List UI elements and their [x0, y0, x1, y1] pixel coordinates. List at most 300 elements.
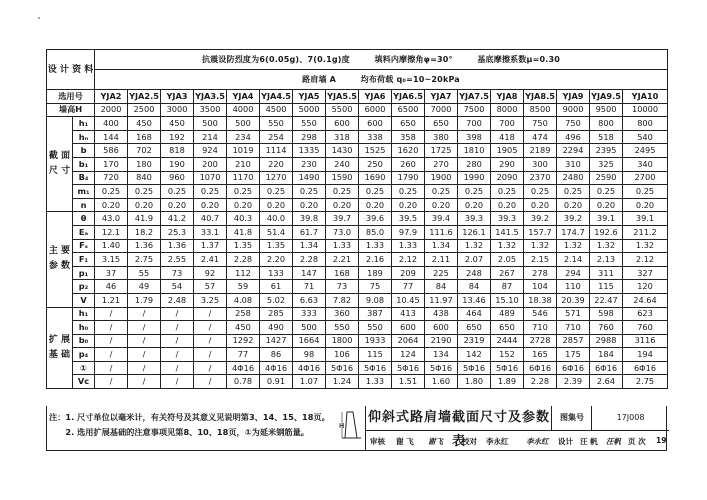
table-cell: 2444	[491, 334, 524, 348]
table-cell: 1525	[359, 144, 392, 158]
table-cell: 190	[161, 157, 194, 171]
table-cell: 61.7	[293, 225, 326, 239]
table-cell: /	[128, 334, 161, 348]
table-cell: 7000	[425, 103, 458, 117]
table-cell: 924	[194, 144, 227, 158]
table-cell: /	[95, 375, 128, 389]
table-cell: /	[128, 361, 161, 375]
table-cell: 294	[557, 266, 590, 280]
table-cell: 387	[359, 307, 392, 321]
table-cell: /	[95, 307, 128, 321]
table-row	[47, 144, 668, 158]
row-label: p₂	[73, 280, 95, 294]
table-cell: 450	[128, 117, 161, 131]
table-cell: 192	[161, 130, 194, 144]
table-cell: /	[161, 334, 194, 348]
table-cell: 55	[128, 266, 161, 280]
table-row	[47, 321, 668, 335]
table-cell: 0.20	[491, 198, 524, 212]
table-cell: 818	[161, 144, 194, 158]
table-cell: 2495	[623, 144, 668, 158]
table-cell: 500	[293, 321, 326, 335]
table-cell: 2480	[557, 171, 590, 185]
table-cell: 2395	[590, 144, 623, 158]
table-cell: 270	[425, 157, 458, 171]
table-cell: 2.75	[128, 253, 161, 267]
table-cell: 39.3	[491, 212, 524, 226]
table-cell: 1.33	[359, 239, 392, 253]
atlas-number: 17J008	[591, 406, 669, 430]
table-cell: 550	[293, 117, 326, 131]
table-cell: 57	[194, 280, 227, 294]
table-cell: 2090	[491, 171, 524, 185]
row-label: Fₛ	[73, 239, 95, 253]
table-cell: 189	[359, 266, 392, 280]
table-cell: 0.20	[293, 198, 326, 212]
table-cell: 0.25	[293, 185, 326, 199]
table-cell: 2728	[524, 334, 557, 348]
row-label: b	[73, 144, 95, 158]
table-cell: 5.02	[260, 293, 293, 307]
table-cell: 2.41	[194, 253, 227, 267]
table-cell: 2.15	[524, 253, 557, 267]
notes	[49, 410, 335, 440]
table-cell: 120	[623, 280, 668, 294]
table-cell: 2.55	[161, 253, 194, 267]
table-cell: 115	[359, 348, 392, 362]
table-cell: 5Φ16	[392, 361, 425, 375]
section-label: 扩 展 基 础	[47, 307, 73, 389]
table-cell: 518	[590, 130, 623, 144]
svg-text:H: H	[339, 422, 345, 430]
page-label: 页 次	[628, 437, 646, 446]
table-cell: 702	[128, 144, 161, 158]
table-cell: /	[95, 321, 128, 335]
table-cell: /	[95, 348, 128, 362]
table-cell: 1.36	[161, 239, 194, 253]
table-cell: 400	[95, 117, 128, 131]
table-cell: 174.7	[557, 225, 590, 239]
table-cell: 650	[425, 117, 458, 131]
table-cell: /	[194, 348, 227, 362]
table-cell: 310	[557, 157, 590, 171]
table-cell: 380	[425, 130, 458, 144]
reviewer-signature: 谢飞	[428, 437, 443, 446]
table-cell: 41.9	[128, 212, 161, 226]
table-cell: 126.1	[458, 225, 491, 239]
table-cell: 43.0	[95, 212, 128, 226]
table-cell: 0.78	[227, 375, 260, 389]
table-cell: 340	[623, 157, 668, 171]
column-header: YJA5.5	[326, 90, 359, 104]
table-cell: 1.35	[260, 239, 293, 253]
table-cell: 40.3	[227, 212, 260, 226]
column-header-row	[47, 90, 668, 104]
section-label: 主 要 参 数	[47, 212, 73, 307]
table-cell: 39.4	[425, 212, 458, 226]
table-cell: 2700	[623, 171, 668, 185]
table-row	[47, 171, 668, 185]
table-cell: 12.1	[95, 225, 128, 239]
table-cell: 0.25	[128, 185, 161, 199]
table-cell: 0.25	[425, 185, 458, 199]
table-cell: 700	[491, 117, 524, 131]
table-cell: 40.0	[260, 212, 293, 226]
table-cell: 2064	[392, 334, 425, 348]
table-cell: 165	[524, 348, 557, 362]
table-cell: 600	[359, 117, 392, 131]
table-cell: 86	[260, 348, 293, 362]
table-cell: 40.7	[194, 212, 227, 226]
table-cell: 0.20	[623, 198, 668, 212]
table-cell: 0.25	[227, 185, 260, 199]
table-cell: 168	[326, 266, 359, 280]
table-cell: 184	[590, 348, 623, 362]
table-cell: 600	[326, 117, 359, 131]
review-label: 审核	[370, 437, 385, 446]
table-cell: 98	[293, 348, 326, 362]
table-cell: 6Φ16	[590, 361, 623, 375]
table-cell: 170	[95, 157, 128, 171]
table-cell: 598	[590, 307, 623, 321]
table-row	[47, 117, 668, 131]
table-cell: 1.80	[458, 375, 491, 389]
table-cell: 2.16	[359, 253, 392, 267]
table-cell: 20.39	[557, 293, 590, 307]
footer-block	[46, 406, 667, 451]
table-cell: 1335	[293, 144, 326, 158]
row-label: p₄	[73, 348, 95, 362]
table-cell: 0.20	[260, 198, 293, 212]
row-label: θ	[73, 212, 95, 226]
table-row	[47, 225, 668, 239]
table-cell: 39.2	[557, 212, 590, 226]
table-cell: 1.79	[128, 293, 161, 307]
column-header: YJA6.5	[392, 90, 425, 104]
table-cell: 398	[458, 130, 491, 144]
table-cell: 550	[326, 321, 359, 335]
table-cell: 1.34	[293, 239, 326, 253]
table-cell: 3500	[194, 103, 227, 117]
table-cell: 1810	[458, 144, 491, 158]
row-label: F₁	[73, 253, 95, 267]
note-2: 2. 选用扩展基础的注意事项见第8、10、18页，①为延米钢筋量。	[49, 427, 309, 437]
table-cell: 0.25	[194, 185, 227, 199]
column-header: YJA2.5	[128, 90, 161, 104]
table-cell: 87	[491, 280, 524, 294]
table-cell: 2.21	[326, 253, 359, 267]
signature-row	[365, 430, 669, 451]
table-cell: 2500	[128, 103, 161, 117]
row-label: Vc	[73, 375, 95, 389]
checker-name: 李永红	[486, 437, 509, 446]
atlas-number-label: 图集号	[551, 406, 592, 430]
table-cell: 15.10	[491, 293, 524, 307]
column-header: YJA9.5	[590, 90, 623, 104]
table-cell: 2988	[590, 334, 623, 348]
wall-section-diagram	[339, 408, 365, 448]
table-cell: 1.40	[95, 239, 128, 253]
table-cell: 600	[392, 321, 425, 335]
table-cell: 3.15	[95, 253, 128, 267]
table-cell: 800	[590, 117, 623, 131]
table-cell: 1114	[260, 144, 293, 158]
table-cell: 0.20	[392, 198, 425, 212]
table-cell: 1292	[227, 334, 260, 348]
table-cell: 1620	[392, 144, 425, 158]
table-cell: 97.9	[392, 225, 425, 239]
table-cell: 1.36	[128, 239, 161, 253]
table-cell: 1933	[359, 334, 392, 348]
table-cell: 1070	[194, 171, 227, 185]
table-cell: 1990	[458, 171, 491, 185]
table-cell: 650	[458, 321, 491, 335]
column-header: YJA5	[293, 90, 326, 104]
table-cell: 338	[359, 130, 392, 144]
table-cell: 209	[392, 266, 425, 280]
table-cell: 2857	[557, 334, 590, 348]
table-cell: 1.32	[458, 239, 491, 253]
table-cell: 2.07	[458, 253, 491, 267]
table-cell: 1.07	[293, 375, 326, 389]
table-cell: 0.25	[458, 185, 491, 199]
table-row	[47, 266, 668, 280]
section-label: 截 面 尺 寸	[47, 117, 73, 212]
table-cell: 210	[227, 157, 260, 171]
table-cell: /	[95, 361, 128, 375]
table-cell: 2590	[590, 171, 623, 185]
table-cell: 6Φ16	[524, 361, 557, 375]
table-cell: 3000	[161, 103, 194, 117]
wall-height-label: 墙高H	[47, 103, 95, 117]
table-cell: 2370	[524, 171, 557, 185]
table-cell: 6Φ16	[557, 361, 590, 375]
table-cell: 39.1	[590, 212, 623, 226]
table-cell: 750	[524, 117, 557, 131]
table-cell: 49	[128, 280, 161, 294]
column-header: YJA7.5	[458, 90, 491, 104]
table-cell: 280	[458, 157, 491, 171]
table-cell: 5Φ16	[491, 361, 524, 375]
table-cell: 54	[161, 280, 194, 294]
table-cell: 2.13	[590, 253, 623, 267]
table-cell: 248	[458, 266, 491, 280]
table-cell: 290	[491, 157, 524, 171]
reviewer-name: 谢 飞	[396, 437, 414, 446]
table-cell: 84	[425, 280, 458, 294]
table-cell: 157.7	[524, 225, 557, 239]
table-cell: 2.28	[293, 253, 326, 267]
row-label: hₙ	[73, 130, 95, 144]
table-cell: 39.1	[623, 212, 668, 226]
table-cell: 258	[227, 307, 260, 321]
table-cell: 9.08	[359, 293, 392, 307]
column-header: YJA8.5	[524, 90, 557, 104]
table-cell: 61	[260, 280, 293, 294]
table-cell: 260	[392, 157, 425, 171]
table-row	[47, 348, 668, 362]
table-cell: 104	[524, 280, 557, 294]
table-cell: 39.6	[359, 212, 392, 226]
column-header: YJA4	[227, 90, 260, 104]
wall-height-row	[47, 103, 668, 117]
table-cell: 438	[425, 307, 458, 321]
table-cell: 147	[293, 266, 326, 280]
table-cell: 254	[260, 130, 293, 144]
table-cell: 0.25	[392, 185, 425, 199]
table-cell: 211.2	[623, 225, 668, 239]
table-cell: 1.37	[194, 239, 227, 253]
table-cell: 2319	[458, 334, 491, 348]
table-cell: 586	[95, 144, 128, 158]
table-cell: /	[161, 321, 194, 335]
table-cell: 1690	[359, 171, 392, 185]
table-cell: 600	[425, 321, 458, 335]
table-cell: 0.25	[557, 185, 590, 199]
table-cell: 144	[95, 130, 128, 144]
table-cell: 1590	[326, 171, 359, 185]
table-cell: 18.2	[128, 225, 161, 239]
column-header: YJA3	[161, 90, 194, 104]
table-cell: 0.20	[359, 198, 392, 212]
table-cell: /	[128, 375, 161, 389]
table-cell: 73.0	[326, 225, 359, 239]
table-cell: 7.82	[326, 293, 359, 307]
table-cell: 1.32	[491, 239, 524, 253]
row-label: V	[73, 293, 95, 307]
table-cell: 112	[227, 266, 260, 280]
table-cell: 8000	[491, 103, 524, 117]
table-cell: 24.64	[623, 293, 668, 307]
table-row	[47, 375, 668, 389]
table-cell: /	[194, 375, 227, 389]
column-header: YJA10	[623, 90, 668, 104]
table-cell: 1430	[326, 144, 359, 158]
table-cell: 0.20	[161, 198, 194, 212]
row-label: Eₐ	[73, 225, 95, 239]
table-cell: 175	[557, 348, 590, 362]
table-cell: 760	[590, 321, 623, 335]
table-cell: 192.6	[590, 225, 623, 239]
table-cell: 450	[227, 321, 260, 335]
table-cell: 1664	[293, 334, 326, 348]
table-cell: 1.33	[326, 239, 359, 253]
row-label: h₀	[73, 321, 95, 335]
table-cell: 41.2	[161, 212, 194, 226]
column-header: YJA8	[491, 90, 524, 104]
table-cell: 1019	[227, 144, 260, 158]
table-cell: 5Φ16	[458, 361, 491, 375]
table-cell: 0.25	[590, 185, 623, 199]
table-cell: 141.5	[491, 225, 524, 239]
table-cell: 0.25	[326, 185, 359, 199]
table-cell: 0.25	[161, 185, 194, 199]
table-cell: 6000	[359, 103, 392, 117]
drawing-title: 仰斜式路肩墙截面尺寸及参数表	[365, 406, 552, 430]
table-cell: 18.38	[524, 293, 557, 307]
table-cell: 1.21	[95, 293, 128, 307]
table-cell: 1.33	[392, 239, 425, 253]
table-cell: 300	[524, 157, 557, 171]
spec-sheet	[46, 49, 667, 451]
page-number: 19	[656, 436, 667, 445]
design-label: 设计	[558, 437, 573, 446]
designer-name: 汪 帆	[580, 437, 598, 446]
table-cell: 2.75	[623, 375, 668, 389]
table-cell: 111.6	[425, 225, 458, 239]
scan-speck	[38, 17, 40, 19]
table-cell: 234	[227, 130, 260, 144]
row-label: p₁	[73, 266, 95, 280]
column-header: YJA2	[95, 90, 128, 104]
table-row	[47, 307, 668, 321]
table-cell: 1.60	[425, 375, 458, 389]
table-cell: 1.24	[326, 375, 359, 389]
table-cell: 4000	[227, 103, 260, 117]
design-conditions: 抗震设防烈度为6(0.05g)、7(0.1g)度 填料内摩擦角φ=30° 基底摩擦系数μ=0.30	[95, 50, 668, 70]
table-cell: 13.46	[458, 293, 491, 307]
table-cell: 2.48	[161, 293, 194, 307]
table-cell: 0.25	[623, 185, 668, 199]
table-cell: 327	[623, 266, 668, 280]
table-cell: 0.20	[458, 198, 491, 212]
table-cell: 73	[326, 280, 359, 294]
table-cell: 0.20	[194, 198, 227, 212]
table-cell: 650	[392, 117, 425, 131]
table-cell: 0.20	[590, 198, 623, 212]
table-cell: 298	[293, 130, 326, 144]
table-cell: 0.25	[260, 185, 293, 199]
table-cell: 59	[227, 280, 260, 294]
table-cell: 6Φ16	[623, 361, 668, 375]
table-cell: 800	[623, 117, 668, 131]
table-cell: 5Φ16	[359, 361, 392, 375]
table-cell: /	[161, 361, 194, 375]
table-cell: 413	[392, 307, 425, 321]
table-cell: 106	[326, 348, 359, 362]
table-cell: 73	[161, 266, 194, 280]
table-cell: 550	[260, 117, 293, 131]
table-cell: 230	[293, 157, 326, 171]
selection-number-label: 选用号	[47, 90, 95, 104]
table-cell: 6500	[392, 103, 425, 117]
table-cell: 500	[194, 117, 227, 131]
table-cell: 0.20	[524, 198, 557, 212]
table-cell: 760	[623, 321, 668, 335]
table-cell: 1.32	[623, 239, 668, 253]
table-cell: 474	[524, 130, 557, 144]
table-cell: 180	[128, 157, 161, 171]
table-cell: 2.14	[557, 253, 590, 267]
table-cell: 418	[491, 130, 524, 144]
row-label: h₁	[73, 307, 95, 321]
table-row	[47, 157, 668, 171]
table-cell: /	[161, 307, 194, 321]
table-cell: 750	[557, 117, 590, 131]
table-cell: 500	[227, 117, 260, 131]
table-cell: 540	[623, 130, 668, 144]
table-cell: 1.32	[524, 239, 557, 253]
note-1: 注：1. 尺寸单位以毫米计，有关符号及其意义见说明第3、14、15、18页。	[49, 412, 330, 422]
table-cell: 0.20	[95, 198, 128, 212]
table-cell: 2190	[425, 334, 458, 348]
table-cell: 77	[392, 280, 425, 294]
table-cell: 333	[293, 307, 326, 321]
title-block	[365, 406, 668, 450]
table-cell: 84	[458, 280, 491, 294]
table-cell: 9000	[557, 103, 590, 117]
table-row	[47, 280, 668, 294]
